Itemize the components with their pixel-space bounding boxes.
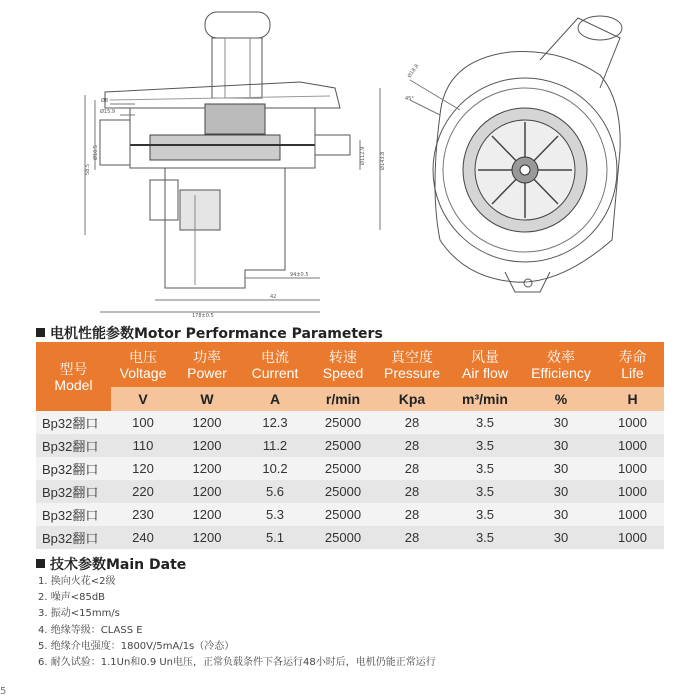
table-header-row bbox=[36, 342, 664, 387]
cell-efficiency: 30 bbox=[521, 434, 601, 457]
col-en: Efficiency bbox=[531, 364, 591, 381]
unit-efficiency: % bbox=[521, 387, 601, 411]
cell-speed: 25000 bbox=[311, 457, 375, 480]
list-item: 6. 耐久试验：1.1Un和0.9 Un电压，正常负载条件下各运行48小时后，电机仍能正常运行 bbox=[38, 656, 436, 668]
cell-model: Bp32翻口 bbox=[36, 526, 111, 549]
col-zh: 电压 bbox=[129, 348, 157, 365]
page-number: 5 bbox=[0, 686, 7, 697]
cell-voltage: 220 bbox=[111, 480, 175, 503]
table-row bbox=[36, 411, 664, 434]
list-item: 1. 换向火花<2级 bbox=[38, 576, 116, 587]
cell-pressure: 28 bbox=[375, 457, 449, 480]
cell-efficiency: 30 bbox=[521, 503, 601, 526]
col-en: Model bbox=[54, 376, 93, 393]
cell-efficiency: 30 bbox=[521, 411, 601, 434]
cell-pressure: 28 bbox=[375, 503, 449, 526]
dim-label: 178±0.5 bbox=[192, 313, 214, 319]
col-en: Pressure bbox=[383, 364, 441, 381]
cell-voltage: 230 bbox=[111, 503, 175, 526]
col-header-voltage bbox=[111, 342, 175, 387]
cell-speed: 25000 bbox=[311, 411, 375, 434]
col-en: Current bbox=[251, 364, 299, 381]
cell-life: 1000 bbox=[601, 480, 664, 503]
col-en: Voltage bbox=[119, 364, 167, 381]
col-zh: 寿命 bbox=[618, 348, 647, 365]
technical-drawings bbox=[0, 0, 700, 320]
col-header-life bbox=[601, 342, 664, 387]
dim-label: Ø143.8 bbox=[380, 151, 386, 170]
list-item: 3. 振动<15mm/s bbox=[38, 608, 120, 620]
perf-title-text: 电机性能参数Motor Performance Parameters bbox=[50, 326, 383, 342]
performance-table bbox=[36, 342, 664, 549]
col-zh: 型号 bbox=[59, 360, 88, 377]
cell-model: Bp32翻口 bbox=[36, 457, 111, 480]
main-section-title bbox=[36, 554, 186, 574]
cell-voltage: 110 bbox=[111, 434, 175, 457]
main-title-text: 技术参数Main Date bbox=[50, 557, 187, 573]
cell-life: 1000 bbox=[601, 411, 664, 434]
list-item: 4. 绝缘等级：CLASS E bbox=[38, 624, 143, 636]
col-en: Speed bbox=[322, 364, 364, 381]
dim-label: Ø16.5 bbox=[93, 144, 99, 160]
dim-label: Ø15.9 bbox=[100, 109, 116, 115]
unit-power: W bbox=[175, 387, 239, 411]
list-item: 5. 绝缘介电强度：1800V/5mA/1s（冷态） bbox=[38, 640, 235, 652]
cell-efficiency: 30 bbox=[521, 480, 601, 503]
col-zh: 功率 bbox=[193, 348, 221, 365]
cell-life: 1000 bbox=[601, 503, 664, 526]
unit-airflow: m³/min bbox=[449, 387, 521, 411]
col-en: Life bbox=[621, 364, 644, 381]
cell-life: 1000 bbox=[601, 457, 664, 480]
cell-efficiency: 30 bbox=[521, 457, 601, 480]
cell-current: 5.1 bbox=[239, 526, 311, 549]
cell-current: 12.3 bbox=[239, 411, 311, 434]
cell-voltage: 240 bbox=[111, 526, 175, 549]
cell-airflow: 3.5 bbox=[449, 411, 521, 434]
cell-power: 1200 bbox=[175, 526, 239, 549]
col-zh: 电流 bbox=[261, 348, 289, 365]
dim-label: 42 bbox=[270, 294, 277, 300]
col-header-speed bbox=[311, 342, 375, 387]
cell-voltage: 120 bbox=[111, 457, 175, 480]
col-en: Air flow bbox=[462, 364, 508, 381]
unit-voltage: V bbox=[111, 387, 175, 411]
dim-label: Ø8 bbox=[101, 98, 109, 104]
cell-model: Bp32翻口 bbox=[36, 503, 111, 526]
table-row bbox=[36, 480, 664, 503]
dim-label: 45° bbox=[405, 96, 414, 102]
unit-life: H bbox=[601, 387, 664, 411]
cell-airflow: 3.5 bbox=[449, 480, 521, 503]
front-drawing-dimensions bbox=[405, 63, 420, 102]
cell-voltage: 100 bbox=[111, 411, 175, 434]
bullet-square-icon bbox=[36, 328, 45, 337]
dim-label: Ø18.8 bbox=[406, 63, 421, 80]
cell-current: 11.2 bbox=[239, 434, 311, 457]
tech-params-list bbox=[38, 574, 436, 671]
cell-speed: 25000 bbox=[311, 480, 375, 503]
side-section-drawing bbox=[85, 12, 380, 312]
dim-label: 58.5 bbox=[85, 163, 91, 175]
col-header-power bbox=[175, 342, 239, 387]
cell-power: 1200 bbox=[175, 411, 239, 434]
col-zh: 效率 bbox=[547, 348, 575, 365]
cell-power: 1200 bbox=[175, 503, 239, 526]
cell-model: Bp32翻口 bbox=[36, 434, 111, 457]
dim-label: 94±0.5 bbox=[290, 272, 309, 278]
col-zh: 真空度 bbox=[391, 348, 433, 365]
dim-label: Ø112.9 bbox=[360, 146, 366, 165]
unit-current: A bbox=[239, 387, 311, 411]
front-view-drawing bbox=[410, 16, 622, 292]
perf-section-title bbox=[36, 323, 383, 343]
cell-model: Bp32翻口 bbox=[36, 411, 111, 434]
col-header-model bbox=[36, 342, 111, 411]
unit-speed: r/min bbox=[311, 387, 375, 411]
list-item: 2. 噪声<85dB bbox=[38, 592, 106, 604]
cell-efficiency: 30 bbox=[521, 526, 601, 549]
cell-pressure: 28 bbox=[375, 526, 449, 549]
cell-life: 1000 bbox=[601, 434, 664, 457]
col-header-efficiency bbox=[521, 342, 601, 387]
col-header-pressure bbox=[375, 342, 449, 387]
cell-current: 5.6 bbox=[239, 480, 311, 503]
cell-model: Bp32翻口 bbox=[36, 480, 111, 503]
table-row bbox=[36, 457, 664, 480]
table-units-row bbox=[36, 387, 664, 411]
cell-pressure: 28 bbox=[375, 480, 449, 503]
cell-airflow: 3.5 bbox=[449, 526, 521, 549]
col-header-current bbox=[239, 342, 311, 387]
cell-speed: 25000 bbox=[311, 434, 375, 457]
table-row bbox=[36, 526, 664, 549]
col-zh: 转速 bbox=[329, 348, 357, 365]
cell-airflow: 3.5 bbox=[449, 434, 521, 457]
cell-airflow: 3.5 bbox=[449, 503, 521, 526]
col-header-airflow bbox=[449, 342, 521, 387]
cell-current: 10.2 bbox=[239, 457, 311, 480]
cell-life: 1000 bbox=[601, 526, 664, 549]
cell-power: 1200 bbox=[175, 457, 239, 480]
cell-airflow: 3.5 bbox=[449, 457, 521, 480]
cell-power: 1200 bbox=[175, 434, 239, 457]
col-zh: 风量 bbox=[471, 348, 499, 365]
table-row bbox=[36, 434, 664, 457]
cell-speed: 25000 bbox=[311, 526, 375, 549]
cell-pressure: 28 bbox=[375, 434, 449, 457]
bullet-square-icon bbox=[36, 559, 45, 568]
col-en: Power bbox=[187, 364, 227, 381]
cell-power: 1200 bbox=[175, 480, 239, 503]
cell-speed: 25000 bbox=[311, 503, 375, 526]
cell-pressure: 28 bbox=[375, 411, 449, 434]
cell-current: 5.3 bbox=[239, 503, 311, 526]
unit-pressure: Kpa bbox=[375, 387, 449, 411]
table-row bbox=[36, 503, 664, 526]
